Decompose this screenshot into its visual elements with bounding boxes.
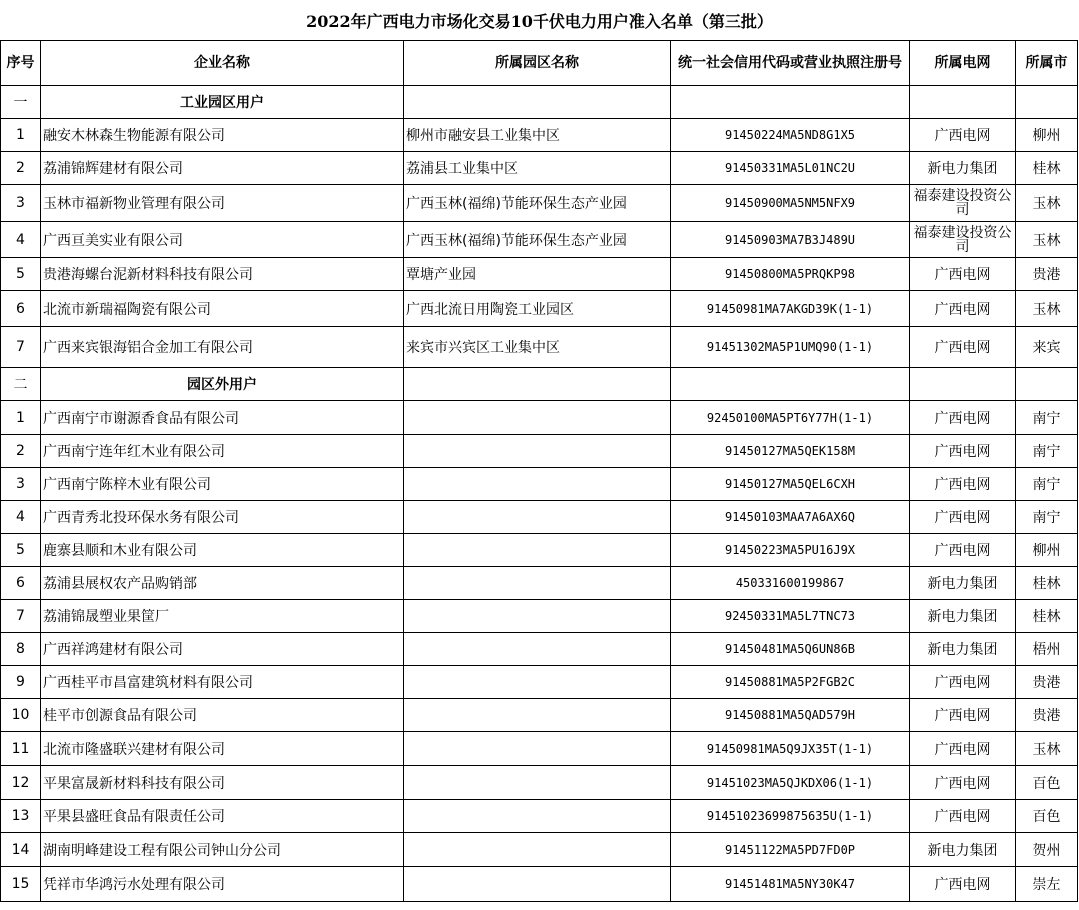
row-grid: 广西电网 [910,401,1016,435]
row-city: 南宁 [1016,468,1078,501]
row-grid: 新电力集团 [910,567,1016,600]
row-park [404,633,671,666]
row-company: 湖南明峰建设工程有限公司钟山分公司 [41,833,404,867]
table-row [1,766,1078,800]
row-seq: 1 [1,119,41,152]
table-row [1,291,1078,327]
row-park: 广西玉林(福绵)节能环保生态产业园 [404,185,671,222]
table-row [1,666,1078,699]
row-grid: 广西电网 [910,766,1016,800]
table-row [1,501,1078,534]
row-park: 覃塘产业园 [404,258,671,291]
row-grid: 新电力集团 [910,152,1016,185]
row-company: 贵港海螺台泥新材料科技有限公司 [41,258,404,291]
row-city: 崇左 [1016,867,1078,902]
row-seq: 4 [1,222,41,258]
table-row [1,699,1078,732]
row-company: 玉林市福新物业管理有限公司 [41,185,404,222]
table-row [1,600,1078,633]
row-seq: 15 [1,867,41,902]
row-company: 广西南宁连年红木业有限公司 [41,435,404,468]
row-credit-code: 91450481MA5Q6UN86B [671,633,910,666]
empty-cell [1016,368,1078,401]
header-grid: 所属电网 [910,41,1016,86]
row-seq: 3 [1,468,41,501]
row-credit-code: 91450903MA7B3J489U [671,222,910,258]
row-credit-code: 91450881MA5P2FGB2C [671,666,910,699]
section-seq: 一 [1,86,41,119]
row-park [404,732,671,766]
row-company: 广西桂平市昌富建筑材料有限公司 [41,666,404,699]
row-city: 贵港 [1016,258,1078,291]
row-grid: 广西电网 [910,800,1016,833]
row-park: 柳州市融安县工业集中区 [404,119,671,152]
row-seq: 7 [1,600,41,633]
row-park [404,401,671,435]
row-seq: 4 [1,501,41,534]
row-city: 柳州 [1016,119,1078,152]
row-city: 玉林 [1016,732,1078,766]
row-park [404,435,671,468]
row-seq: 8 [1,633,41,666]
header-row [1,41,1078,86]
row-park [404,600,671,633]
row-grid: 广西电网 [910,732,1016,766]
row-credit-code: 91450103MAA7A6AX6Q [671,501,910,534]
row-grid: 广西电网 [910,501,1016,534]
table-row [1,800,1078,833]
row-credit-code: 91451122MA5PD7FD0P [671,833,910,867]
table-row [1,534,1078,567]
row-park [404,666,671,699]
row-credit-code: 91450981MA7AKGD39K(1-1) [671,291,910,327]
row-company: 荔浦锦辉建材有限公司 [41,152,404,185]
header-park: 所属园区名称 [404,41,671,86]
row-park: 来宾市兴宾区工业集中区 [404,327,671,368]
section-row-section1 [1,86,1078,119]
row-company: 北流市新瑞福陶瓷有限公司 [41,291,404,327]
row-city: 南宁 [1016,435,1078,468]
row-seq: 9 [1,666,41,699]
table-row [1,185,1078,222]
table-row [1,633,1078,666]
table-row [1,222,1078,258]
row-seq: 1 [1,401,41,435]
row-park [404,468,671,501]
row-company: 鹿寨县顺和木业有限公司 [41,534,404,567]
table-row [1,327,1078,368]
row-credit-code: 92450331MA5L7TNC73 [671,600,910,633]
row-company: 荔浦县展权农产品购销部 [41,567,404,600]
row-credit-code: 91450881MA5QAD579H [671,699,910,732]
row-credit-code: 91451023MA5QJKDX06(1-1) [671,766,910,800]
row-park [404,766,671,800]
empty-cell [404,86,671,119]
section-seq: 二 [1,368,41,401]
row-credit-code: 91450800MA5PRQKP98 [671,258,910,291]
row-seq: 13 [1,800,41,833]
header-seq: 序号 [1,41,41,86]
row-seq: 5 [1,534,41,567]
row-park [404,699,671,732]
row-credit-code: 92450100MA5PT6Y77H(1-1) [671,401,910,435]
empty-cell [671,86,910,119]
row-seq: 6 [1,567,41,600]
row-grid: 广西电网 [910,327,1016,368]
row-grid: 广西电网 [910,468,1016,501]
empty-cell [910,368,1016,401]
row-city: 贵港 [1016,666,1078,699]
row-company: 广西青秀北投环保水务有限公司 [41,501,404,534]
row-credit-code: 91450127MA5QEK158M [671,435,910,468]
row-company: 平果富晟新材料科技有限公司 [41,766,404,800]
row-city: 贺州 [1016,833,1078,867]
row-city: 玉林 [1016,185,1078,222]
row-company: 广西亘美实业有限公司 [41,222,404,258]
row-city: 桂林 [1016,600,1078,633]
row-company: 桂平市创源食品有限公司 [41,699,404,732]
row-seq: 11 [1,732,41,766]
row-park: 广西北流日用陶瓷工业园区 [404,291,671,327]
section-label: 工业园区用户 [41,86,404,119]
row-city: 桂林 [1016,567,1078,600]
row-company: 荔浦锦晟塑业果筐厂 [41,600,404,633]
row-seq: 7 [1,327,41,368]
row-grid: 广西电网 [910,867,1016,902]
row-credit-code: 91450224MA5ND8G1X5 [671,119,910,152]
row-credit-code: 91450223MA5PU16J9X [671,534,910,567]
row-credit-code: 91450981MA5Q9JX35T(1-1) [671,732,910,766]
table-row [1,119,1078,152]
empty-cell [1016,86,1078,119]
row-grid: 广西电网 [910,534,1016,567]
row-grid: 福泰建设投资公司 [910,222,1016,258]
row-park: 荔浦县工业集中区 [404,152,671,185]
row-city: 玉林 [1016,291,1078,327]
table-row [1,152,1078,185]
row-credit-code: 91450900MA5NM5NFX9 [671,185,910,222]
row-park [404,501,671,534]
header-company: 企业名称 [41,41,404,86]
row-city: 来宾 [1016,327,1078,368]
row-grid: 广西电网 [910,435,1016,468]
row-grid: 广西电网 [910,258,1016,291]
row-company: 凭祥市华鸿污水处理有限公司 [41,867,404,902]
row-grid: 新电力集团 [910,833,1016,867]
row-grid: 新电力集团 [910,633,1016,666]
table-row [1,435,1078,468]
row-company: 融安木林森生物能源有限公司 [41,119,404,152]
row-seq: 3 [1,185,41,222]
table-row [1,258,1078,291]
empty-cell [404,368,671,401]
row-park [404,800,671,833]
row-park [404,833,671,867]
row-city: 梧州 [1016,633,1078,666]
header-code: 统一社会信用代码或营业执照注册号 [671,41,910,86]
row-grid: 广西电网 [910,119,1016,152]
row-city: 桂林 [1016,152,1078,185]
table-row [1,567,1078,600]
row-seq: 10 [1,699,41,732]
row-city: 南宁 [1016,501,1078,534]
empty-cell [910,86,1016,119]
row-seq: 6 [1,291,41,327]
row-credit-code: 91451023699875635U(1-1) [671,800,910,833]
row-seq: 14 [1,833,41,867]
empty-cell [671,368,910,401]
header-city: 所属市 [1016,41,1078,86]
row-park: 广西玉林(福绵)节能环保生态产业园 [404,222,671,258]
row-city: 百色 [1016,800,1078,833]
row-company: 广西祥鸿建材有限公司 [41,633,404,666]
row-city: 南宁 [1016,401,1078,435]
row-credit-code: 91451481MA5NY30K47 [671,867,910,902]
table-row [1,833,1078,867]
row-company: 平果县盛旺食品有限责任公司 [41,800,404,833]
row-grid: 新电力集团 [910,600,1016,633]
row-grid: 广西电网 [910,291,1016,327]
user-list-table [0,40,1078,902]
row-credit-code: 91450127MA5QEL6CXH [671,468,910,501]
table-row [1,732,1078,766]
section-label: 园区外用户 [41,368,404,401]
row-seq: 2 [1,435,41,468]
row-city: 柳州 [1016,534,1078,567]
row-company: 北流市隆盛联兴建材有限公司 [41,732,404,766]
row-city: 百色 [1016,766,1078,800]
row-credit-code: 91451302MA5P1UMQ90(1-1) [671,327,910,368]
table-row [1,867,1078,902]
row-park [404,534,671,567]
row-grid: 福泰建设投资公司 [910,185,1016,222]
row-city: 贵港 [1016,699,1078,732]
row-park [404,567,671,600]
table-row [1,468,1078,501]
row-company: 广西南宁陈梓木业有限公司 [41,468,404,501]
row-seq: 2 [1,152,41,185]
row-grid: 广西电网 [910,699,1016,732]
section-row-section2 [1,368,1078,401]
row-seq: 12 [1,766,41,800]
row-seq: 5 [1,258,41,291]
row-city: 玉林 [1016,222,1078,258]
row-company: 广西南宁市谢源香食品有限公司 [41,401,404,435]
row-grid: 广西电网 [910,666,1016,699]
sheet-title: 2022年广西电力市场化交易10千伏电力用户准入名单（第三批） [306,11,773,31]
row-park [404,867,671,902]
row-credit-code: 450331600199867 [671,567,910,600]
row-company: 广西来宾银海铝合金加工有限公司 [41,327,404,368]
table-row [1,401,1078,435]
row-credit-code: 91450331MA5L01NC2U [671,152,910,185]
